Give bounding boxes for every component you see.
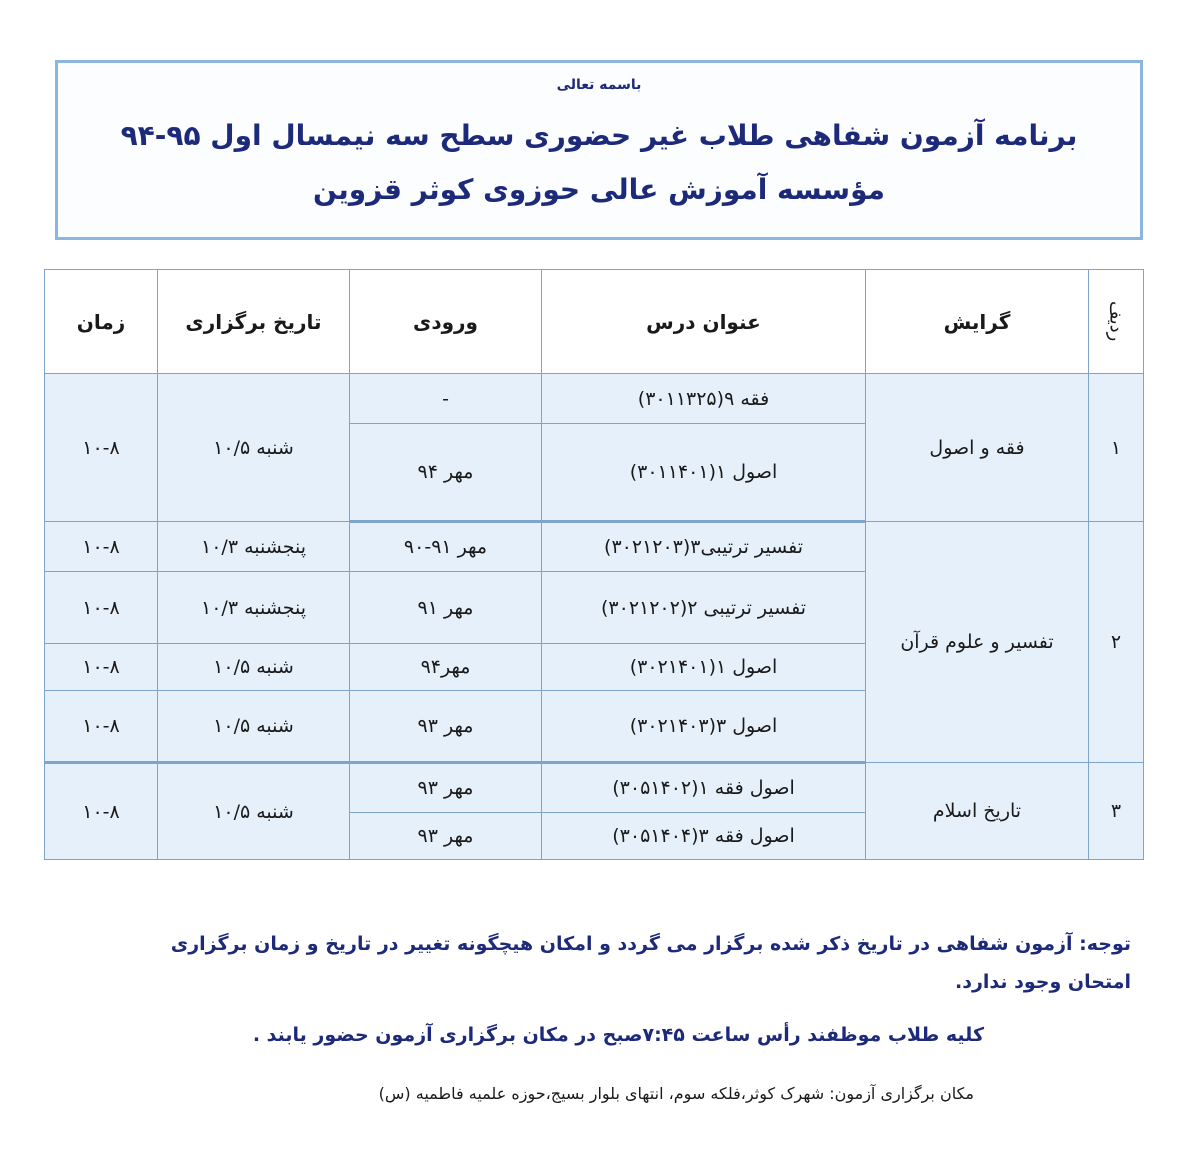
course-cell: تفسیر ترتیبی۳(۳۰۲۱۲۰۳) xyxy=(542,522,866,572)
header-box xyxy=(55,60,1143,240)
entry-cell: مهر ۹۴ xyxy=(350,424,542,522)
arrival-note: کلیه طلاب موظفند رأس ساعت ۷:۴۵صبح در مکان برگزاری آزمون حضور یابند . xyxy=(252,1024,984,1046)
header-entry: ورودی xyxy=(350,270,542,374)
time-cell: ۱۰-۸ xyxy=(45,691,158,763)
time-cell: ۱۰-۸ xyxy=(45,644,158,691)
time-cell: ۱۰-۸ xyxy=(45,763,158,860)
course-cell: اصول فقه ۳(۳۰۵۱۴۰۴) xyxy=(542,813,866,860)
date-cell: پنجشنبه ۱۰/۳ xyxy=(158,572,350,644)
entry-cell: مهر ۹۳ xyxy=(350,763,542,813)
major-cell: تاریخ اسلام xyxy=(866,763,1089,860)
bismillah: باسمه تعالی xyxy=(556,77,642,93)
date-cell: شنبه ۱۰/۵ xyxy=(158,763,350,860)
time-cell: ۱۰-۸ xyxy=(45,374,158,522)
entry-cell: مهر ۹۳ xyxy=(350,813,542,860)
header-time: زمان xyxy=(45,270,158,374)
radif-cell: ۳ xyxy=(1089,763,1144,860)
date-cell: شنبه ۱۰/۵ xyxy=(158,691,350,763)
course-cell: اصول ۳(۳۰۲۱۴۰۳) xyxy=(542,691,866,763)
header-course: عنوان درس xyxy=(542,270,866,374)
date-cell: شنبه ۱۰/۵ xyxy=(158,644,350,691)
time-cell: ۱۰-۸ xyxy=(45,522,158,572)
entry-cell: مهر ۹۱-۹۰ xyxy=(350,522,542,572)
page-title: برنامه آزمون شفاهی طلاب غیر حضوری سطح سه نیمسال اول ۹۵-۹۴ xyxy=(120,119,1078,152)
date-cell: شنبه ۱۰/۵ xyxy=(158,374,350,522)
exam-note: توجه: آزمون شفاهی در تاریخ ذکر شده برگزار می گردد و امکان هیچگونه تغییر در تاریخ و زمان برگزاری امتحان وجود ندارد. xyxy=(170,933,1131,993)
major-cell: تفسیر و علوم قرآن xyxy=(866,522,1089,763)
table-header-row xyxy=(45,270,1144,374)
entry-cell: مهر۹۴ xyxy=(350,644,542,691)
table-row xyxy=(45,374,1144,424)
entry-cell: مهر ۹۳ xyxy=(350,691,542,763)
date-cell: پنجشنبه ۱۰/۳ xyxy=(158,522,350,572)
header-major: گرایش xyxy=(866,270,1089,374)
header-date: تاریخ برگزاری xyxy=(158,270,350,374)
radif-cell: ۲ xyxy=(1089,522,1144,763)
time-cell: ۱۰-۸ xyxy=(45,572,158,644)
table-row xyxy=(45,763,1144,813)
course-cell: اصول ۱(۳۰۲۱۴۰۱) xyxy=(542,644,866,691)
entry-cell: - xyxy=(350,374,542,424)
institute-name: مؤسسه آموزش عالی حوزوی کوثر قزوین xyxy=(313,173,885,206)
exam-schedule-table xyxy=(44,269,1144,860)
radif-cell: ۱ xyxy=(1089,374,1144,522)
location-note: مکان برگزاری آزمون: شهرک کوثر،فلکه سوم، انتهای بلوار بسیج،حوزه علمیه فاطمیه (س) xyxy=(378,1084,974,1103)
header-radif: ردیف xyxy=(1089,270,1144,374)
entry-cell: مهر ۹۱ xyxy=(350,572,542,644)
course-cell: اصول ۱(۳۰۱۱۴۰۱) xyxy=(542,424,866,522)
major-cell: فقه و اصول xyxy=(866,374,1089,522)
table-row xyxy=(45,522,1144,572)
course-cell: اصول فقه ۱(۳۰۵۱۴۰۲) xyxy=(542,763,866,813)
course-cell: فقه ۹(۳۰۱۱۳۲۵) xyxy=(542,374,866,424)
course-cell: تفسیر ترتیبی ۲(۳۰۲۱۲۰۲) xyxy=(542,572,866,644)
